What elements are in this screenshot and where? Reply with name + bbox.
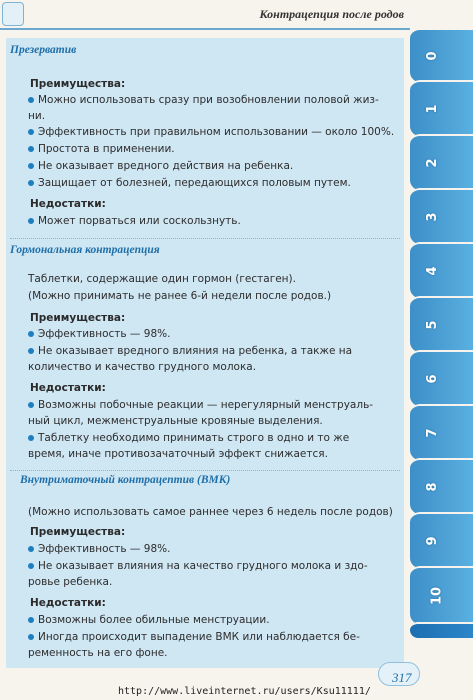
hormonal-pros-label: Преимущества: <box>30 312 126 324</box>
list-item: время, иначе противозачаточный эффект снижается. <box>28 448 328 460</box>
section-title-iud: Внутриматочный контрацептив (ВМК) <box>20 474 231 486</box>
list-item: ровье ребенка. <box>28 576 113 588</box>
tab-1[interactable]: 1 <box>410 80 473 136</box>
list-item: ременность на его фоне. <box>28 647 168 659</box>
bullet-icon <box>28 563 34 569</box>
page-header <box>0 0 410 30</box>
tab-5[interactable]: 5 <box>410 296 473 352</box>
tab-2[interactable]: 2 <box>410 134 473 190</box>
bullet-icon <box>28 163 34 169</box>
list-item: количество и качество грудного молока. <box>28 361 257 373</box>
list-item: Возможны побочные реакции — нерегулярный менструаль- <box>28 397 396 413</box>
page-title: Контрацепция после родов <box>259 7 404 21</box>
bullet-icon <box>28 546 34 552</box>
bullet-icon <box>28 180 34 186</box>
book-logo-icon <box>2 2 24 26</box>
condom-cons-label: Недостатки: <box>30 198 106 210</box>
list-item: ный цикл, межменструальные кровяные выделения. <box>28 415 323 427</box>
condom-pros-label: Преимущества: <box>30 78 126 90</box>
list-item: Возможны более обильные менструации. <box>28 612 396 628</box>
bullet-icon <box>28 331 34 337</box>
list-item: Таблетку необходимо принимать строго в одно и то же <box>28 430 396 446</box>
page-number: 317 <box>392 670 412 685</box>
section-divider <box>10 238 400 239</box>
list-item: Простота в применении. <box>28 141 396 157</box>
iud-cons-label: Недостатки: <box>30 597 106 609</box>
list-item: Эффективность при правильном использовании — около 100%. <box>28 124 396 140</box>
list-item: Эффективность — 98%. <box>28 326 396 342</box>
tab-10[interactable]: 10 <box>410 566 473 624</box>
tab-3[interactable]: 3 <box>410 188 473 244</box>
list-item: Иногда происходит выпадение ВМК или наблюдается бе- <box>28 629 396 645</box>
list-item: Не оказывает вредного влияния на ребенка, а также на <box>28 343 396 359</box>
bullet-icon <box>28 435 34 441</box>
bullet-icon <box>28 634 34 640</box>
chapter-tabs <box>410 28 473 638</box>
intro-line: (Можно использовать самое раннее через 6 недель после родов) <box>28 506 393 518</box>
source-url[interactable]: http://www.liveinternet.ru/users/Ksu11111/ <box>118 686 371 697</box>
bullet-icon <box>28 218 34 224</box>
list-item: Может порваться или соскользнуть. <box>28 213 396 229</box>
list-item: Не оказывает влияния на качество грудного молока и здо- <box>28 558 396 574</box>
tab-7[interactable]: 7 <box>410 404 473 460</box>
bullet-icon <box>28 97 34 103</box>
list-item: Не оказывает вредного действия на ребенка. <box>28 158 396 174</box>
bullet-icon <box>28 617 34 623</box>
list-item: Можно использовать сразу при возобновлении половой жиз- <box>28 92 396 108</box>
tab-0[interactable]: 0 <box>410 28 473 82</box>
section-title-hormonal: Гормональная контрацепция <box>10 244 160 256</box>
content-panel <box>6 38 404 668</box>
section-title-condom: Презерватив <box>10 44 77 56</box>
list-item: Защищает от болезней, передающихся половым путем. <box>28 175 396 191</box>
intro-line: Таблетки, содержащие один гормон (гестаген). <box>28 273 296 285</box>
bullet-icon <box>28 146 34 152</box>
bullet-icon <box>28 402 34 408</box>
tab-current[interactable] <box>410 622 473 638</box>
tab-9[interactable]: 9 <box>410 512 473 568</box>
tab-6[interactable]: 6 <box>410 350 473 406</box>
intro-line: (Можно принимать не ранее 6-й недели после родов.) <box>28 290 332 302</box>
bullet-icon <box>28 348 34 354</box>
hormonal-cons-label: Недостатки: <box>30 382 106 394</box>
section-divider <box>10 470 400 471</box>
tab-4[interactable]: 4 <box>410 242 473 298</box>
bullet-icon <box>28 129 34 135</box>
list-item: ни. <box>28 110 46 122</box>
list-item: Эффективность — 98%. <box>28 541 396 557</box>
iud-pros-label: Преимущества: <box>30 526 126 538</box>
tab-8[interactable]: 8 <box>410 458 473 514</box>
